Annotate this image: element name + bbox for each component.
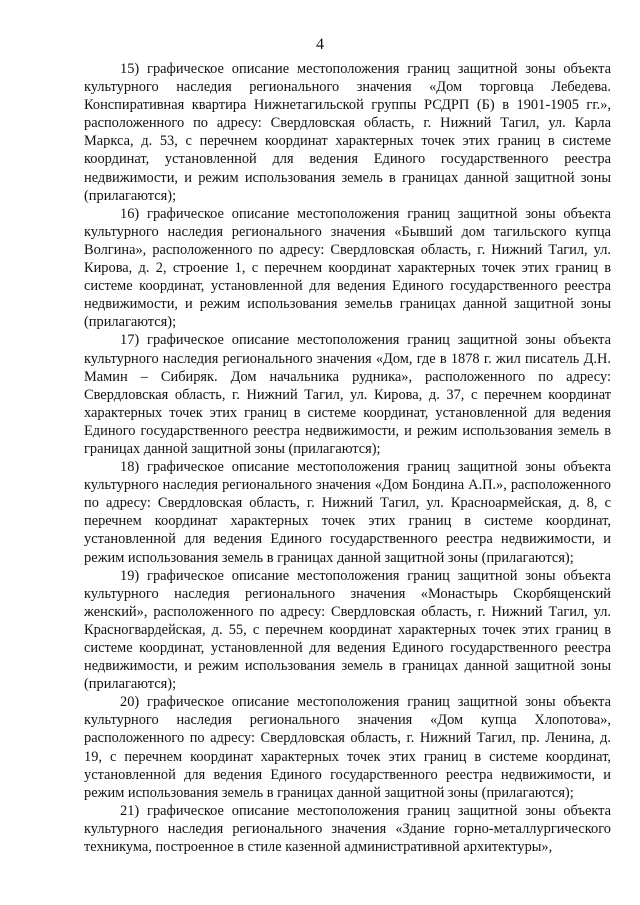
paragraph-item-15: 15) графическое описание местоположения границ защитной зоны объекта культурного наследия регионального значения «Дом торговца Лебедева. Конспиративная квартира Нижнетагильской группы РСДРП (Б) в 1901-1905 гг.», расположенного по адресу: Свердловская область, г. Нижний Тагил, ул. Карла Маркса, д. 53, с перечнем координат характерных точек этих границ в системе координат, установленной для ведения Единого государственного реестра недвижимости, и режим использования земель в границах данной защитной зоны (прилагаются);: [84, 61, 611, 204]
paragraph-item-20: 20) графическое описание местоположения границ защитной зоны объекта культурного наследия регионального значения «Дом купца Хлопотова», расположенного по адресу: Свердловская область, г. Нижний Тагил, пр. Ленина, д. 19, с перечнем координат характерных точек этих границ в системе координат, установленной для ведения Единого государственного реестра недвижимости, и режим использования земель в границах данной защитной зоны (прилагаются);: [84, 694, 611, 801]
paragraph-item-16: 16) графическое описание местоположения границ защитной зоны объекта культурного наследия регионального значения «Бывший дом тагильского купца Волгина», расположенного по адресу: Свердловская область, г. Нижний Тагил, ул. Кирова, д. 2, строение 1, с перечнем координат характерных точек этих границ в системе координат, установленной для ведения Единого государственного реестра недвижимости, и режим использования земельв границах данной защитной зоны (прилагаются);: [84, 205, 611, 331]
paragraph-item-18: 18) графическое описание местоположения границ защитной зоны объекта культурного наследия регионального значения «Дом Бондина А.П.», расположенного по адресу: Свердловская область, г. Нижний Тагил, ул. Красноармейская, д. 8, с перечнем координат характерных точек этих границ в системе координат, установленной для ведения Единого государственного реестра недвижимости, и режим использования земель в границах данной защитной зоны (прилагаются);: [84, 459, 611, 566]
paragraph-item-21: 21) графическое описание местоположения границ защитной зоны объекта культурного наследия регионального значения «Здание горно-металлургического техникума, построенное в стиле казенной административной архитектуры»,: [84, 802, 611, 856]
page-number: 4: [316, 36, 324, 53]
document-body: [84, 60, 611, 856]
paragraph-item-19: 19) графическое описание местоположения границ защитной зоны объекта культурного наследия регионального значения «Монастырь Скорбященский женский», расположенного по адресу: Свердловская область, г. Нижний Тагил, ул. Красногвардейская, д. 55, с перечнем координат характерных точек этих границ в системе координат, установленной для ведения Единого государственного реестра недвижимости, и режим использования земель в границах данной защитной зоны (прилагаются);: [84, 567, 611, 693]
paragraph-item-17: 17) графическое описание местоположения границ защитной зоны объекта культурного наследия регионального значения «Дом, где в 1878 г. жил писатель Д.Н. Мамин – Сибиряк. Дом начальника рудника», расположенного по адресу: Свердловская область, г. Нижний Тагил, ул. Кирова, д. 37, с перечнем координат характерных точек этих границ в системе координат, установленной для ведения Единого государственного реестра недвижимости, и режим использования земель в границах данной защитной зоны (прилагаются);: [84, 332, 611, 457]
